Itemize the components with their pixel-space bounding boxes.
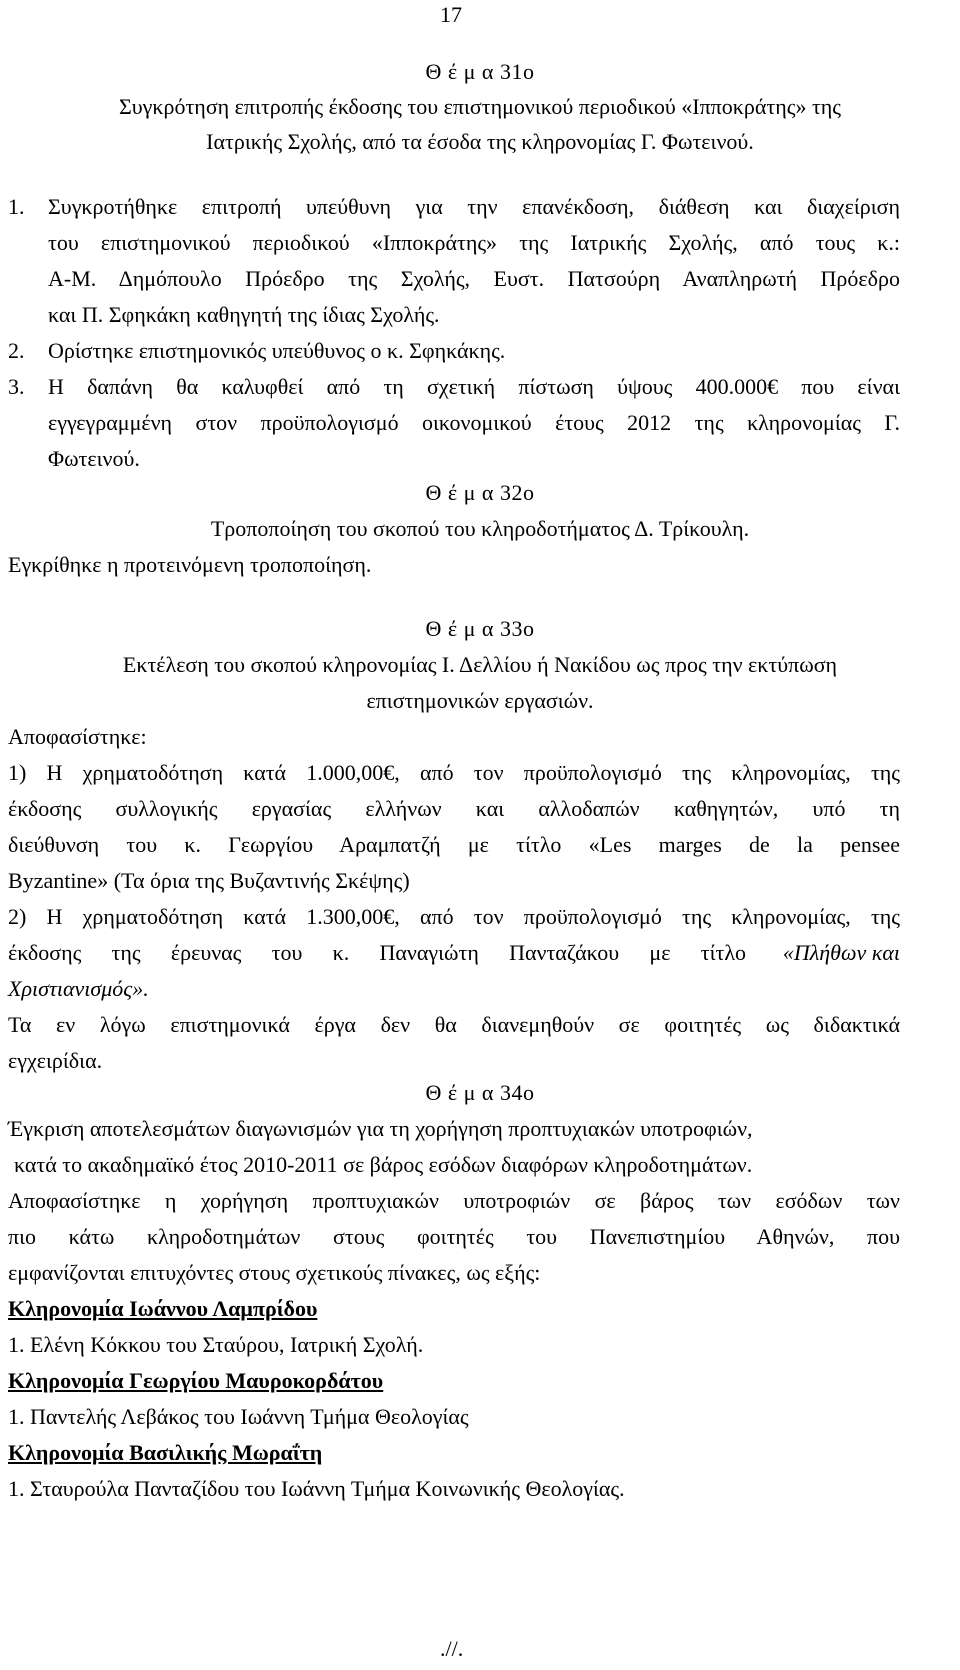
thema-33-note-line-2: εγχειρίδια. [8,1048,103,1073]
thema-33-point-2-book-title-start: «Πλήθων και [782,940,900,965]
thema-31-title: Θ έ μ α 31ο [425,59,535,84]
thema-33-subtitle-line-2: επιστημονικών εργασιών. [366,688,594,713]
thema-31-item-3-line-1: Η δαπάνη θα καλυφθεί από τη σχετική πίστωση ύψους 400.000€ που είναι [48,374,900,399]
thema-31-item-2-line-1: Ορίστηκε επιστημονικός υπεύθυνος ο κ. Σφηκάκης. [48,338,506,363]
bequest-heading-lampridou: Κληρονομία Ιωάννου Λαμπρίδου [8,1296,318,1321]
thema-31-item-1-line-1: Συγκροτήθηκε επιτροπή υπεύθυνη για την επανέκδοση, διάθεση και διαχείριση [48,194,900,219]
thema-34-title: Θ έ μ α 34ο [425,1080,535,1105]
thema-33-point-1-line-2: έκδοσης συλλογικής εργασίας ελλήνων και αλλοδαπών καθηγητών, υπό τη [8,796,900,821]
thema-31-item-1-line-4: και Π. Σφηκάκη καθηγητή της ίδιας Σχολής. [48,302,440,327]
thema-32-subtitle: Τροποποίηση του σκοπού του κληροδοτήματος Δ. Τρίκουλη. [210,516,750,541]
thema-33-point-1-line-4: Byzantine» (Τα όρια της Βυζαντινής Σκέψης) [8,868,410,893]
thema-31-item-1-line-2: του επιστημονικού περιοδικού «Ιπποκράτης» της Ιατρικής Σχολής, από τους κ.: [48,230,900,255]
thema-33-decided-label: Αποφασίστηκε: [8,724,147,749]
thema-34-decision-line-1: Αποφασίστηκε η χορήγηση προπτυχιακών υποτροφιών σε βάρος των εσόδων των [8,1188,900,1213]
thema-34-subtitle-line-2: κατά το ακαδημαϊκό έτος 2010-2011 σε βάρος εσόδων διαφόρων κληροδοτημάτων. [14,1152,753,1177]
thema-31-item-1-number: 1. [8,194,25,219]
thema-33-title: Θ έ μ α 33ο [425,616,535,641]
thema-33-point-1-line-1: 1) Η χρηματοδότηση κατά 1.000,00€, από τον προϋπολογισμό της κληρονομίας, της [8,760,900,785]
thema-31-item-3-line-2: εγγεγραμμένη στον προϋπολογισμό οικονομικού έτους 2012 της κληρονομίας Γ. [48,410,900,435]
thema-32-decision: Εγκρίθηκε η προτεινόμενη τροποποίηση. [8,552,372,577]
bequest-mavrokordatou-recipient: 1. Παντελής Λεβάκος του Ιωάννη Τμήμα Θεολογίας [8,1404,469,1429]
thema-34-subtitle-line-1: Έγκριση αποτελεσμάτων διαγωνισμών για τη χορήγηση προπτυχιακών υποτροφιών, [8,1116,753,1141]
bequest-heading-mavrokordatou: Κληρονομία Γεωργίου Μαυροκορδάτου [8,1368,384,1393]
bequest-moraiti-recipient: 1. Σταυρούλα Πανταζίδου του Ιωάννη Τμήμα Κοινωνικής Θεολογίας. [8,1476,625,1501]
end-of-page-mark: .//. [440,1636,464,1661]
thema-31-subtitle-line-2: Ιατρικής Σχολής, από τα έσοδα της κληρονομίας Γ. Φωτεινού. [206,129,754,154]
thema-34-decision-line-3: εμφανίζονται επιτυχόντες στους σχετικούς πίνακες, ως εξής: [8,1260,541,1285]
thema-33-point-2-book-title-end: Χριστιανισμός». [8,976,149,1001]
thema-31-item-3-number: 3. [8,374,25,399]
thema-31-item-2-number: 2. [8,338,25,363]
thema-32-title: Θ έ μ α 32ο [425,480,535,505]
thema-31-item-3-line-3: Φωτεινού. [48,446,140,471]
thema-33-point-2-line-2-text: έκδοσης της έρευνας του κ. Παναγιώτη Πανταζάκου με τίτλο [8,940,746,965]
bequest-lampridou-recipient: 1. Ελένη Κόκκου του Σταύρου, Ιατρική Σχολή. [8,1332,424,1357]
thema-33-point-2-line-2 [8,938,900,968]
thema-33-note-line-1: Τα εν λόγω επιστημονικά έργα δεν θα διανεμηθούν σε φοιτητές ως διδακτικά [8,1012,900,1037]
thema-33-subtitle-line-1: Εκτέλεση του σκοπού κληρονομίας Ι. Δελλίου ή Νακίδου ως προς την εκτύπωση [122,652,838,677]
thema-33-point-2-line-1: 2) Η χρηματοδότηση κατά 1.300,00€, από τον προϋπολογισμό της κληρονομίας, της [8,904,900,929]
thema-34-decision-line-2: πιο κάτω κληροδοτημάτων στους φοιτητές του Πανεπιστημίου Αθηνών, που [8,1224,900,1249]
thema-31-subtitle-line-1: Συγκρότηση επιτροπής έκδοσης του επιστημονικού περιοδικού «Ιπποκράτης» της [118,94,841,119]
page-number: 17 [440,2,462,27]
bequest-heading-moraiti: Κληρονομία Βασιλικής Μωραΐτη [8,1440,323,1465]
thema-33-point-1-line-3: διεύθυνση του κ. Γεωργίου Αραμπατζή με τίτλο «Les marges de la pensee [8,832,900,857]
thema-31-item-1-line-3: Α-Μ. Δημόπουλο Πρόεδρο της Σχολής, Ευστ. Πατσούρη Αναπληρωτή Πρόεδρο [48,266,900,291]
